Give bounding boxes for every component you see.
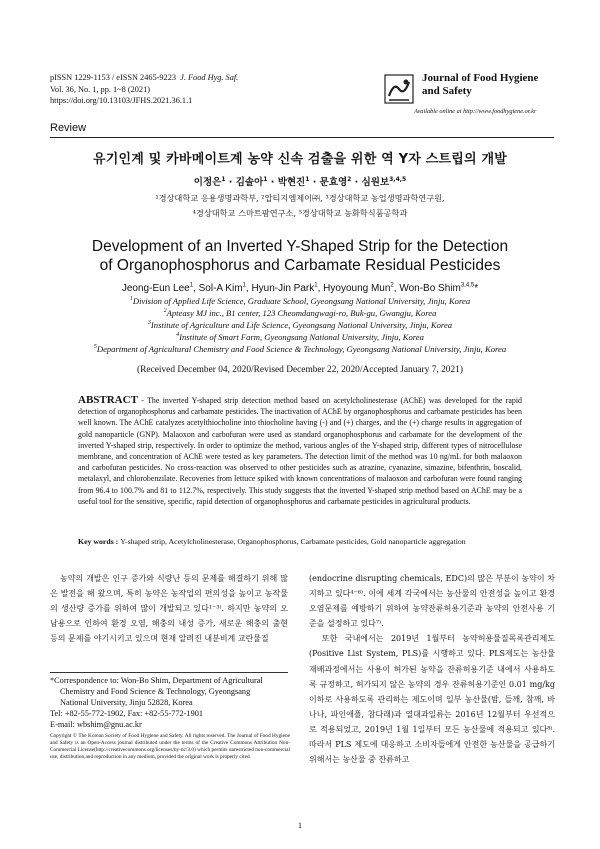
english-title: Development of an Inverted Y-Shaped Strip for the Detection of Organophosphorus and Carbamate Residual Pesticides: [91, 238, 509, 274]
doi-link[interactable]: https://doi.org/10.13103/JFHS.2021.36.1.1: [50, 96, 193, 105]
body-paragraph: (endocrine disrupting chemicals, EDC)의 많은 부분이 농약이 차지하고 있다⁴⁻⁶⁾. 이에 세계 각국에서는 농산물의 안전성을 높이고 환경오염문제를 예방하기 위하여 농약잔류허용기준과 농약의 안전사용 기준을 설정하고 있다⁷⁾. 또한 국내에서는 2019년 1월부터 농약허용물질목록관리제도 (Positive List System, PLS)를 시행하고 있다. PLS제도는 농산물 재배과정에서는 사용이 허가된 농약을 잔류허용기준 내에서 사용하도록 규정하고, 허가되지 않은 농약의 경우 잔류허용기준인 0.01 mg/kg 이하로 사용하도록 관리하는 제도이며 일부 농산물(밤, 들깨, 참깨, 바나나, 파인애플, 참다래)과 열대과일류는 2016년 12월부터 우선적으로 적용되었고, 2019년 1월 1일부터 모든 농산물에 적용되고 있다⁸⁾. 따라서 PLS 제도에 대응하고 소비자들에게 안전한 농산물을 공급하기 위해서는 농산물 중 잔류하고: [309, 574, 555, 765]
keywords: [78, 537, 538, 546]
email-link[interactable]: E-mail: wbshim@gnu.ac.kr: [50, 720, 142, 729]
issn-text: pISSN 1229-1153 / eISSN 2465-9223: [50, 73, 176, 82]
volume-line: Vol. 36, No. 1, pp. 1~8 (2021): [50, 84, 150, 94]
body-right-column: [309, 571, 555, 767]
en-author: Won-Bo Shim$^{3,4,5}$: [399, 282, 475, 294]
abstract-text: - The inverted Y-shaped strip detection method based on acetylcholinesterase (AChE) was developed for the rapid detection of organophosphorus and carbamate pesticides. The inactivation of AChE by organophosphorus and carbamate pesticides has been well known. The AChE catalyzes acetylthiocholine into thiocholine having (-) and (+) charges, and the (+) charge results in aggregation of gold nanoparticle (GNP). Malaoxon and carbofuran were used as standard organophosphorus and carbamate for the development of the inverted Y-shaped strip, respectively. In order to optimize the method, various angles of the Y-shaped strip, different types of nitrocellulose membrane, and concentration of AChE were tested as key parameters. The detection limit of the method was 10 ng/mL for both malaoxon and carbofuran pesticides. No cross-reaction was observed to other pesticides such as atrazine, cyanazine, simazine, bifenthrin, boscalid, metalaxyl, and chlorobenzilate. Recoveries from lettuce spiked with known concentrations of malaoxon and carbofuran were found ranging from 96.4 to 100.7% and 81 to 112.7%, respectively. This study suggests that the inverted Y-shaped strip method based on AChE may be a useful tool for the sensitive, specific, rapid detection of organophosphorus and carbamate pesticides in agricultural products.: [78, 396, 522, 506]
keywords-label: Key words :: [78, 537, 121, 546]
body-paragraph: 농약의 개발은 인구 증가와 식량난 등의 문제를 해결하기 위해 많은 발전을 해 왔으며, 특히 농약은 농작업의 편의성을 높이고 농작물의 생산량 증가를 위하여 많이 개발되고 있다¹⁻³⁾. 하지만 농약의 오남용으로 인하여 환경 오염, 해충의 내성 증가, 새로운 해충의 출현 등의 문제를 야기시키고 있으며 현재 알려진 내분비계 교란물질: [50, 574, 288, 644]
en-author: Jeong-Eun Lee$^1$: [121, 282, 194, 294]
footnote-divider: [50, 672, 288, 673]
en-author: Hyoyoung Mun$^2$: [323, 282, 394, 294]
logo-title: Journal of Food Hygiene and Safety: [422, 72, 539, 97]
received-dates: (Received December 04, 2020/Revised December 22, 2020/Accepted January 7, 2021): [137, 365, 463, 375]
journal-header: [50, 72, 390, 107]
abstract: [78, 395, 522, 507]
english-affiliation: $^1$Division of Applied Life Science, Graduate School, Gyeongsang National University, Jinju, Korea: [129, 296, 471, 306]
korean-affiliations-1: ¹경상대학교 응용생명과학부, ²압티지엠제이㈜, ³경상대학교 농업생명과학연구원,: [155, 193, 445, 203]
korean-authors: 이정은$^1$ · 김솔아$^1$ · 박현진$^1$ · 문효영$^2$ · 심원보$^{3,4,5}$: [193, 175, 407, 188]
kr-author: 문효영$^2$: [319, 175, 352, 188]
english-affiliation: $^3$Institute of Agriculture and Life Science, Gyeongsang National University, Jinju, Korea: [147, 320, 453, 330]
kr-author: 이정은$^1$: [193, 175, 226, 188]
kr-author: 박현진$^1$: [277, 175, 310, 188]
kr-author: 심원보$^{3,4,5}$: [361, 175, 407, 188]
en-author: Sol-A Kim$^1$: [198, 282, 246, 294]
english-affiliation: $^4$Institute of Smart Farm, Gyeongsang National University, Jinju, Korea: [176, 332, 424, 342]
keywords-text: Y-shaped strip, Acetylcholinesterase, Organophosphorus, Carbamate pesticides, Gold nanoparticle aggregation: [120, 537, 466, 546]
correspondence: *Correspondence to: Won-Bo Shim, Department of Agricultural Chemistry and Food Science & Technology, Gyeongsang National University, Jinju 52828, Korea Tel: +82-55-772-1902, Fax: +82-55-772-1901 E-mail: wbshim@gnu.ac.kr: [50, 675, 290, 730]
kr-author: 김솔아$^1$: [235, 175, 268, 188]
body-left-column: [50, 571, 288, 646]
journal-abbrev: J. Food Hyg. Saf.: [180, 73, 239, 82]
copyright-notice: Copyright © The Korean Society of Food Hygiene and Safety. All rights reserved. The Journal of Food Hygiene and Safety is an Open-Access journal distributed under the terms of the Creative Commons Attribution Non-Commercial License(http://creativecommons.org/licenses/by-nc/3.0) which permits unrestricted non-commercial use, distribution,and reproduction in any medium, provided the original work is properly cited.: [50, 733, 290, 761]
en-author: Hyun-Jin Park$^1$: [251, 282, 318, 294]
abstract-heading: ABSTRACT: [78, 394, 138, 406]
article-type: Review: [50, 122, 87, 134]
korean-affiliations-2: ⁴경상대학교 스마트팜연구소, ⁵경상대학교 농화학식품공학과: [192, 208, 408, 218]
english-authors: Jeong-Eun Lee$^1$, Sol-A Kim$^1$, Hyun-Jin Park$^1$, Hyoyoung Mun$^2$, Won-Bo Shim$^{3,4,5}$*: [121, 282, 479, 294]
english-affiliation: $^2$Apteasy MJ inc., B1 center, 123 Cheomdangwagi-ro, Buk-gu, Gwangju, Korea: [163, 308, 437, 318]
page-number: 1: [297, 820, 303, 830]
logo-url[interactable]: Available online at http://www.foodhygiene.or.kr: [414, 108, 537, 115]
header-divider: [50, 137, 554, 138]
english-affiliation: $^5$Department of Agricultural Chemistry and Food Science & Technology, Gyeongsang National University, Jinju, Korea: [93, 344, 507, 354]
korean-title: 유기인계 및 카바메이트계 농약 신속 검출을 위한 역 Y자 스트립의 개발: [92, 152, 508, 167]
journal-emblem-icon: [384, 74, 414, 104]
